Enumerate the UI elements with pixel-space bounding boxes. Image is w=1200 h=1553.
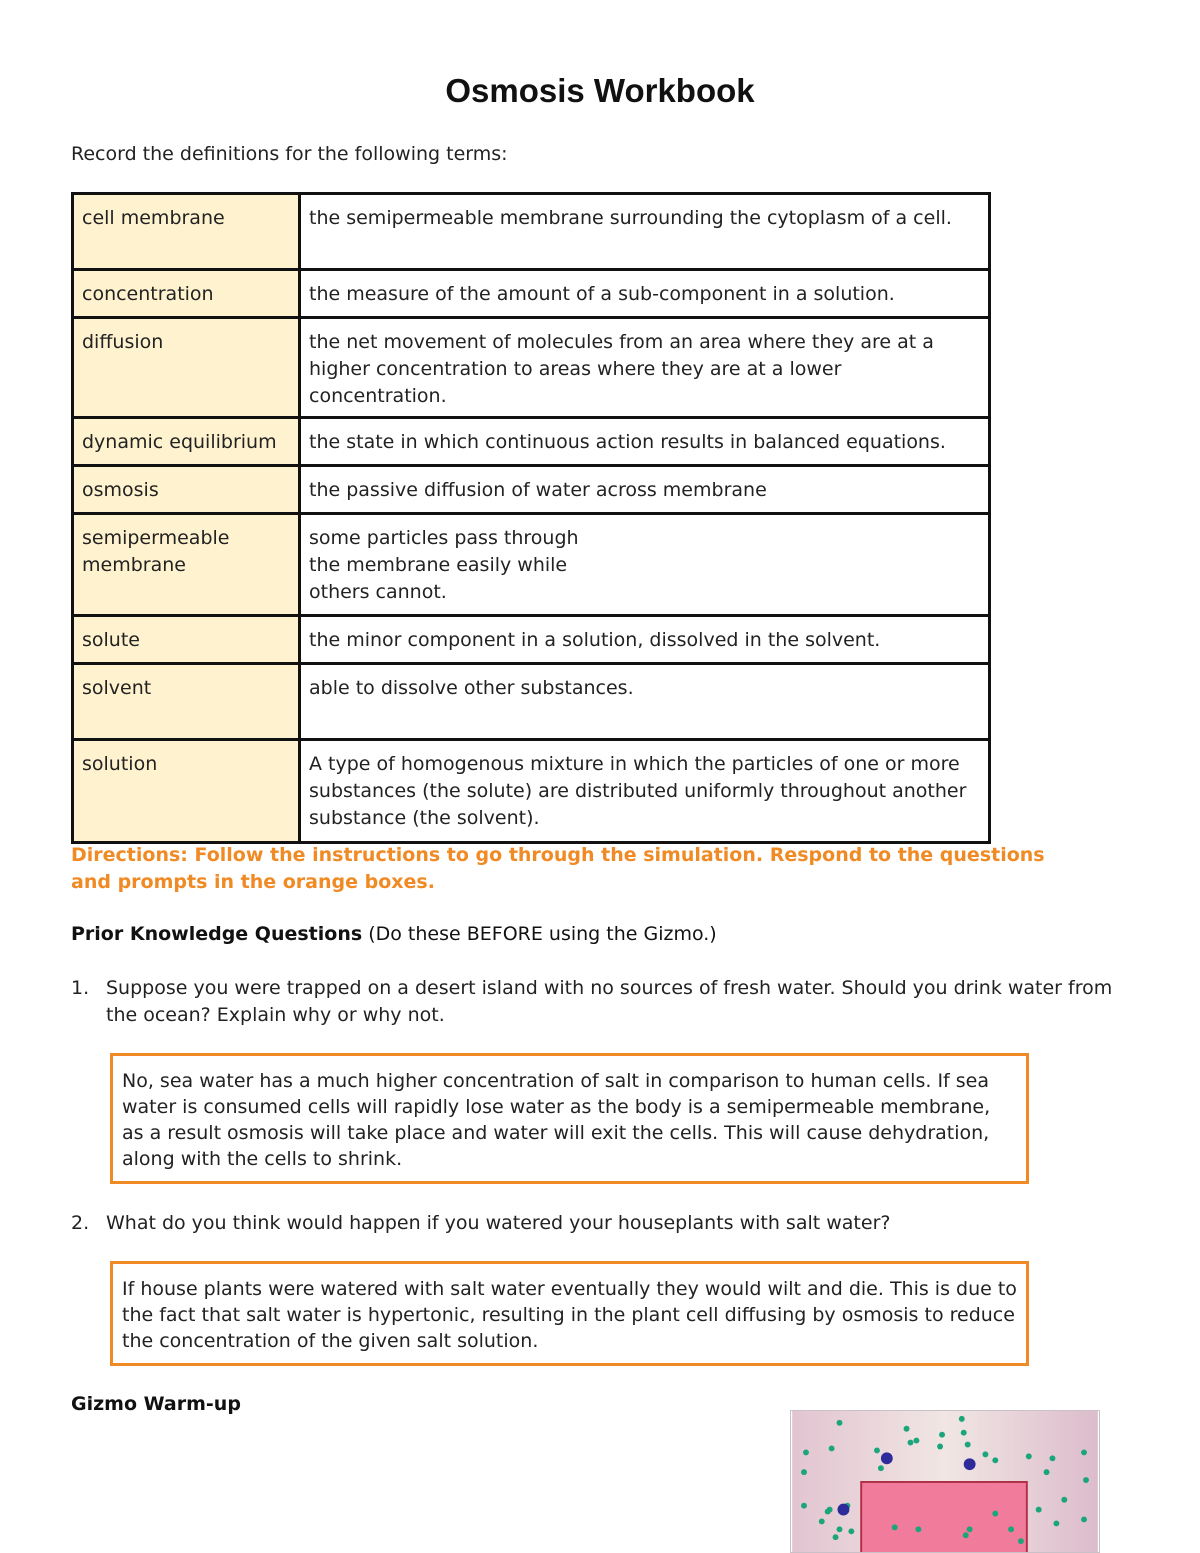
water-particle <box>878 1465 884 1471</box>
water-particle <box>837 1526 843 1532</box>
term-cell: osmosis <box>73 466 300 514</box>
definitions-table <box>71 192 991 844</box>
water-particle <box>848 1528 854 1534</box>
definition-cell[interactable]: the state in which continuous action results in balanced equations. <box>300 418 990 466</box>
water-particle <box>959 1416 965 1422</box>
table-row <box>73 514 990 616</box>
water-particle <box>908 1440 914 1446</box>
definition-cell[interactable]: A type of homogenous mixture in which the particles of one or more substances (the solute) are distributed uniformly throughout another substance (the solvent). <box>300 740 990 843</box>
osmosis-simulation-image <box>790 1410 1100 1553</box>
cell-compartment <box>861 1482 1027 1553</box>
question-number: 1. <box>71 977 90 999</box>
question-text: What do you think would happen if you watered your houseplants with salt water? <box>106 1212 891 1234</box>
term-cell: semipermeable membrane <box>73 514 300 616</box>
water-particle <box>915 1526 921 1532</box>
water-particle <box>837 1420 843 1426</box>
definition-cell[interactable]: the minor component in a solution, dissolved in the solvent. <box>300 616 990 664</box>
table-row <box>73 616 990 664</box>
gizmo-warmup-heading: Gizmo Warm-up <box>71 1393 241 1415</box>
definition-cell[interactable]: able to dissolve other substances. <box>300 664 990 740</box>
water-particle <box>963 1532 969 1538</box>
water-particle <box>1050 1455 1056 1461</box>
water-particle <box>904 1426 910 1432</box>
prior-knowledge-title: Prior Knowledge Questions <box>71 923 363 945</box>
table-row <box>73 318 990 418</box>
definition-cell[interactable]: the measure of the amount of a sub-component in a solution. <box>300 270 990 318</box>
water-particle <box>1053 1520 1059 1526</box>
definition-cell[interactable]: some particles pass through the membrane easily while others cannot. <box>300 514 990 616</box>
water-particle <box>1026 1453 1032 1459</box>
water-particle <box>982 1451 988 1457</box>
table-row <box>73 740 990 843</box>
water-particle <box>961 1430 967 1436</box>
water-particle <box>937 1444 943 1450</box>
solute-particle <box>881 1452 893 1464</box>
water-particle <box>1036 1507 1042 1513</box>
term-cell: cell membrane <box>73 194 300 270</box>
water-particle <box>1081 1449 1087 1455</box>
question-text: Suppose you were trapped on a desert island with no sources of fresh water. Should you drink water from the ocean? Explain why or why not. <box>106 977 1113 1026</box>
term-cell: solute <box>73 616 300 664</box>
water-particle <box>833 1534 839 1540</box>
table-row <box>73 270 990 318</box>
water-particle <box>825 1509 831 1515</box>
water-particle <box>819 1518 825 1524</box>
water-particle <box>803 1449 809 1455</box>
term-cell: diffusion <box>73 318 300 418</box>
definition-cell[interactable]: the semipermeable membrane surrounding the cytoplasm of a cell. <box>300 194 990 270</box>
answer-box-1[interactable]: No, sea water has a much higher concentration of salt in comparison to human cells. If sea water is consumed cells will rapidly lose water as the body is a semipermeable membrane, as a result osmosis will take place and water will exit the cells. This will cause dehydration, along with the cells to shrink. <box>110 1053 1029 1184</box>
term-cell: solvent <box>73 664 300 740</box>
definition-cell[interactable]: the passive diffusion of water across membrane <box>300 466 990 514</box>
water-particle <box>967 1526 973 1532</box>
question-1 <box>71 975 1131 1029</box>
intro-text: Record the definitions for the following terms: <box>71 143 508 165</box>
water-particle <box>829 1446 835 1452</box>
prior-knowledge-note: (Do these BEFORE using the Gizmo.) <box>362 923 717 945</box>
directions-text: Directions: Follow the instructions to go through the simulation. Respond to the questions and prompts in the orange boxes. <box>71 844 1045 893</box>
table-row <box>73 194 990 270</box>
water-particle <box>992 1511 998 1517</box>
page-title: Osmosis Workbook <box>445 72 755 109</box>
answer-box-2[interactable]: If house plants were watered with salt water eventually they would wilt and die. This is due to the fact that salt water is hypertonic, resulting in the plant cell diffusing by osmosis to reduce the concentration of the given salt solution. <box>110 1261 1029 1366</box>
solute-particle <box>964 1458 976 1470</box>
water-particle <box>1008 1526 1014 1532</box>
definition-cell[interactable]: the net movement of molecules from an area where they are at a higher concentration to areas where they are at a lower concentration. <box>300 318 990 418</box>
term-cell: dynamic equilibrium <box>73 418 300 466</box>
table-row <box>73 418 990 466</box>
question-number: 2. <box>71 1212 90 1234</box>
water-particle <box>992 1457 998 1463</box>
water-particle <box>1044 1469 1050 1475</box>
water-particle <box>892 1524 898 1530</box>
water-particle <box>1083 1477 1089 1483</box>
term-cell: solution <box>73 740 300 843</box>
water-particle <box>1018 1538 1024 1544</box>
water-particle <box>1061 1497 1067 1503</box>
solute-particle <box>838 1504 850 1516</box>
water-particle <box>874 1447 880 1453</box>
water-particle <box>801 1469 807 1475</box>
water-particle <box>801 1503 807 1509</box>
table-row <box>73 466 990 514</box>
term-cell: concentration <box>73 270 300 318</box>
water-particle <box>965 1442 971 1448</box>
table-row <box>73 664 990 740</box>
water-particle <box>1081 1517 1087 1523</box>
question-2 <box>71 1210 1131 1237</box>
water-particle <box>913 1438 919 1444</box>
prior-knowledge-heading <box>71 923 717 945</box>
water-particle <box>939 1432 945 1438</box>
